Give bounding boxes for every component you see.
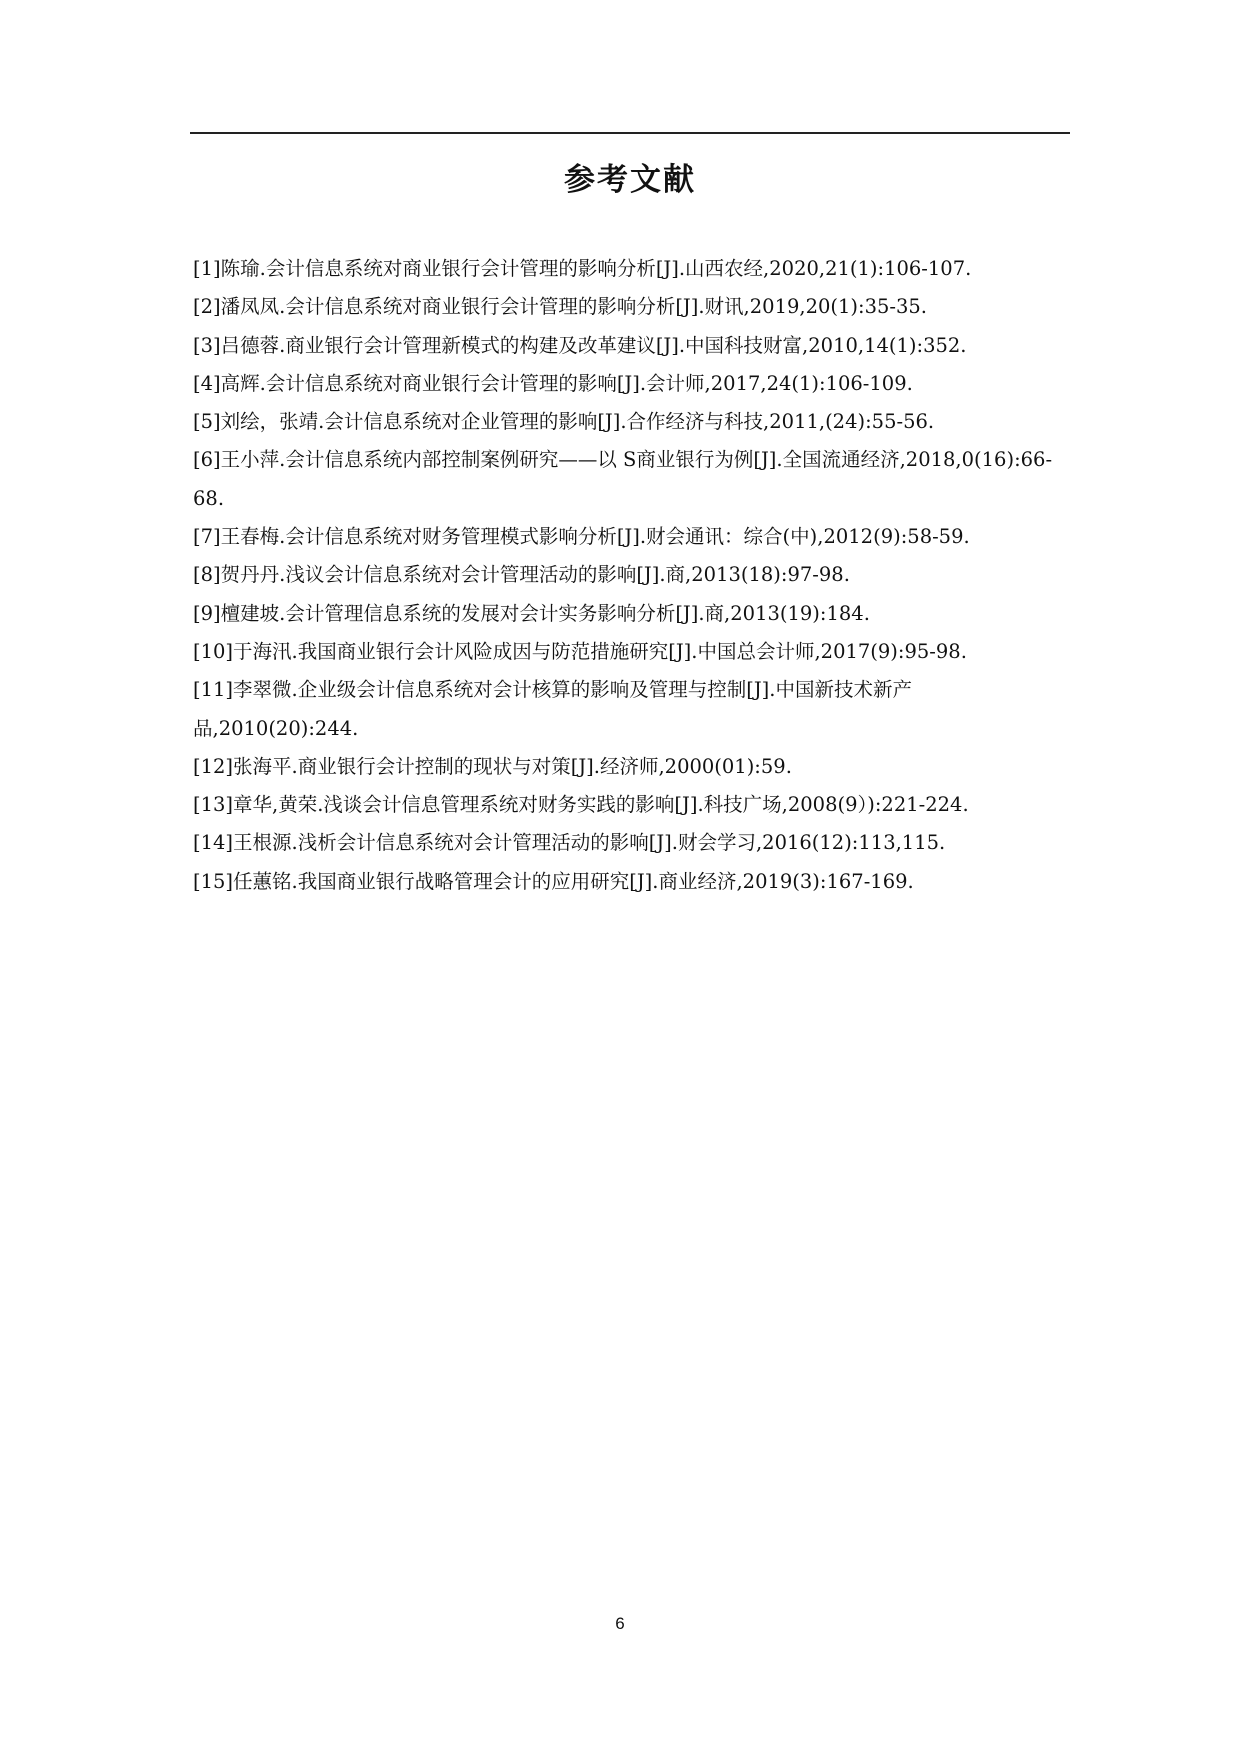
reference-item-12: [12]张海平.商业银行会计控制的现状与对策[J].经济师,2000(01):59. bbox=[193, 754, 792, 778]
reference-item-8: [8]贺丹丹.浅议会计信息系统对会计管理活动的影响[J].商,2013(18):97-98. bbox=[193, 563, 850, 587]
reference-item-10: [10]于海汛.我国商业银行会计风险成因与防范措施研究[J].中国总会计师,2017(9):95-98. bbox=[193, 639, 967, 663]
reference-item-9: [9]檀建坡.会计管理信息系统的发展对会计实务影响分析[J].商,2013(19):184. bbox=[193, 601, 870, 625]
reference-item-1: [1]陈瑜.会计信息系统对商业银行会计管理的影响分析[J].山西农经,2020,21(1):106-107. bbox=[193, 257, 972, 280]
reference-item-4: [4]高辉.会计信息系统对商业银行会计管理的影响[J].会计师,2017,24(1):106-109. bbox=[193, 371, 913, 395]
reference-list bbox=[193, 250, 1073, 901]
page-number: 6 bbox=[615, 1614, 625, 1633]
page-title: 参考文献 bbox=[564, 162, 696, 198]
reference-item-14: [14]王根源.浅析会计信息系统对会计管理活动的影响[J].财会学习,2016(12):113,115. bbox=[193, 831, 946, 855]
reference-item-15: [15]任蕙铭.我国商业银行战略管理会计的应用研究[J].商业经济,2019(3):167-169. bbox=[193, 869, 914, 893]
reference-item-11: [11]李翠微.企业级会计信息系统对会计核算的影响及管理与控制[J].中国新技术新产品,2010(20):244. bbox=[193, 678, 912, 740]
reference-item-3: [3]吕德蓉.商业银行会计管理新模式的构建及改革建议[J].中国科技财富,2010,14(1):352. bbox=[193, 333, 967, 357]
reference-item-2: [2]潘凤凤.会计信息系统对商业银行会计管理的影响分析[J].财讯,2019,20(1):35-35. bbox=[193, 295, 927, 319]
reference-item-5: [5]刘绘，张靖.会计信息系统对企业管理的影响[J].合作经济与科技,2011,(24):55-56. bbox=[193, 410, 935, 434]
reference-item-7: [7]王春梅.会计信息系统对财务管理模式影响分析[J].财会通讯：综合(中),2012(9):58-59. bbox=[193, 525, 970, 549]
reference-item-6: [6]王小萍.会计信息系统内部控制案例研究——以 S商业银行为例[J].全国流通经济,2018,0(16):66-68. bbox=[193, 448, 1053, 510]
header-rule bbox=[190, 132, 1070, 134]
reference-item-13: [13]章华,黄荣.浅谈会计信息管理系统对财务实践的影响[J].科技广场,2008(9）):221-224. bbox=[193, 793, 969, 817]
